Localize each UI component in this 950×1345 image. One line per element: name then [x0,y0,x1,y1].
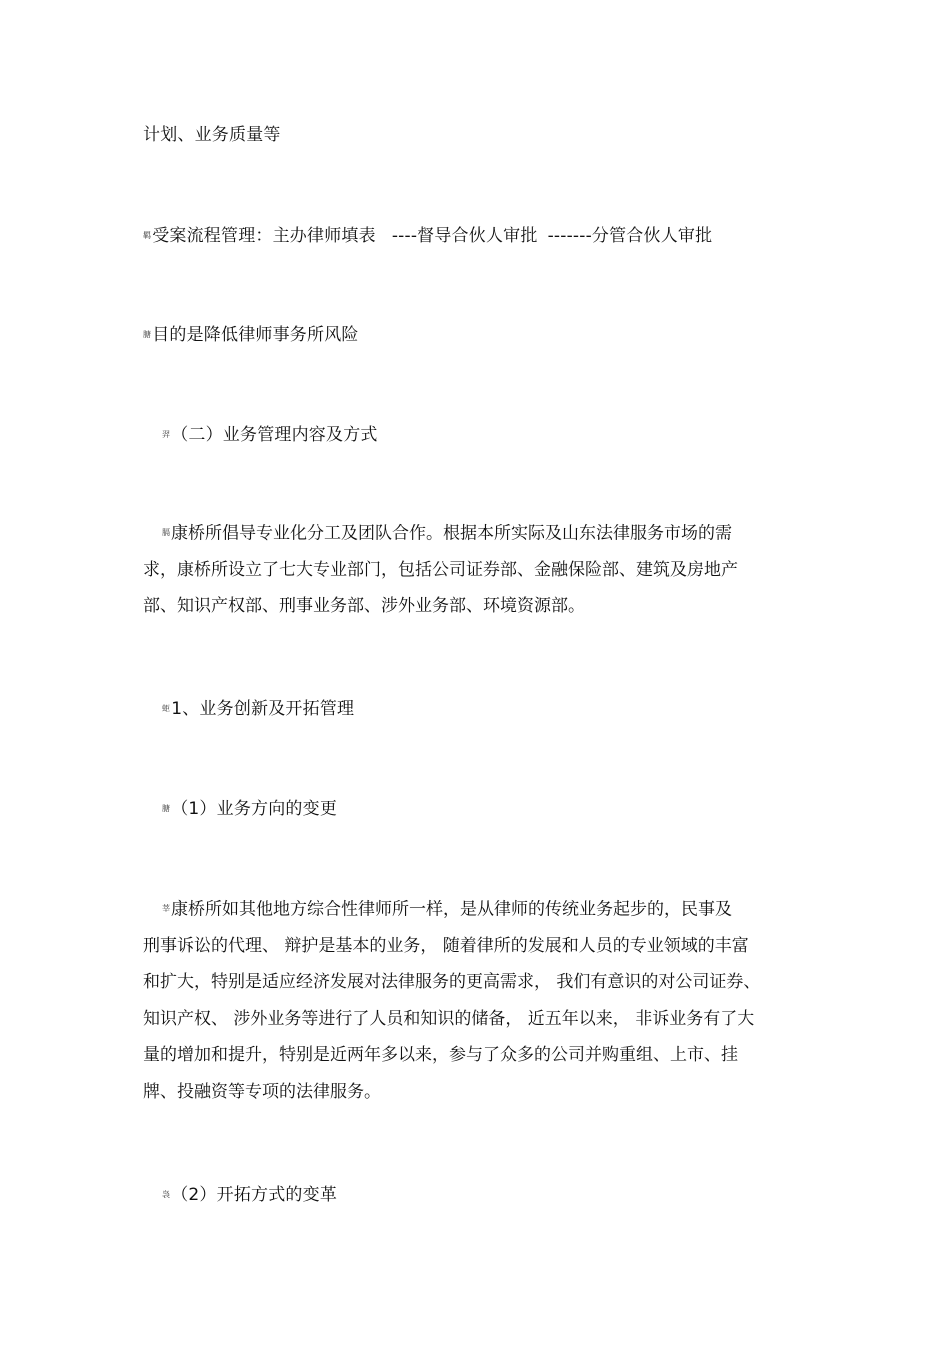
paragraph-line: 部、知识产权部、刑事业务部、涉外业务部、环境资源部。 [143,596,585,617]
section-heading-4 [162,799,337,819]
text-process-c: -------分管合伙人审批 [547,226,713,246]
margin-mark: 羁 [143,231,152,240]
margin-mark: 莘 [162,904,170,913]
text-line-plan [143,125,281,145]
heading-method-change: （2）开拓方式的变革 [171,1185,338,1205]
paragraph-departments [143,515,808,625]
margin-mark: 羿 [162,430,171,439]
paragraph-line: 量的增加和提升，特别是近两年多以来，参与了众多的公司并购重组、上市、挂 [143,1045,738,1066]
text-line-purpose [143,325,359,345]
paragraph-line: 莘康桥所如其他地方综合性律师所一样，是从律师的传统业务起步的，民事及 [162,899,732,920]
text-plan-quality: 计划、业务质量等 [143,125,281,145]
section-heading-5 [162,1185,337,1205]
paragraph-line: 和扩大，特别是适应经济发展对法律服务的更高需求， 我们有意识的对公司证券、 [143,972,761,993]
margin-mark: 蚷 [162,704,171,713]
paragraph-line: 知识产权、 涉外业务等进行了人员和知识的储备， 近五年以来， 非诉业务有了大 [143,1008,755,1029]
paragraph-line: 刑事诉讼的代理、 辩护是基本的业务， 随着律所的发展和人员的专业领域的丰富 [143,935,749,956]
heading-innovation: 1、业务创新及开拓管理 [171,699,355,719]
paragraph-line: 牌、投融资等专项的法律服务。 [143,1081,381,1102]
text-purpose: 目的是降低律师事务所风险 [152,325,359,345]
margin-mark: 袅 [162,1190,171,1199]
margin-mark: 膅 [162,804,171,813]
margin-mark: 膅 [143,330,152,339]
section-heading-3 [162,699,354,719]
paragraph-line: 膈康桥所倡导专业化分工及团队合作。根据本所实际及山东法律服务市场的需 [162,523,732,544]
text-process-b: ----督导合伙人审批 [391,226,538,246]
margin-mark: 膈 [162,528,170,537]
paragraph-business-growth [143,891,808,1110]
section-heading-2 [162,425,378,445]
text-process-a: 受案流程管理：主办律师填表 [152,226,376,246]
heading-business-management: （二）业务管理内容及方式 [171,425,378,445]
paragraph-line: 求，康桥所设立了七大专业部门，包括公司证券部、金融保险部、建筑及房地产 [143,559,738,580]
text-line-process [143,226,712,246]
heading-direction-change: （1）业务方向的变更 [171,799,338,819]
